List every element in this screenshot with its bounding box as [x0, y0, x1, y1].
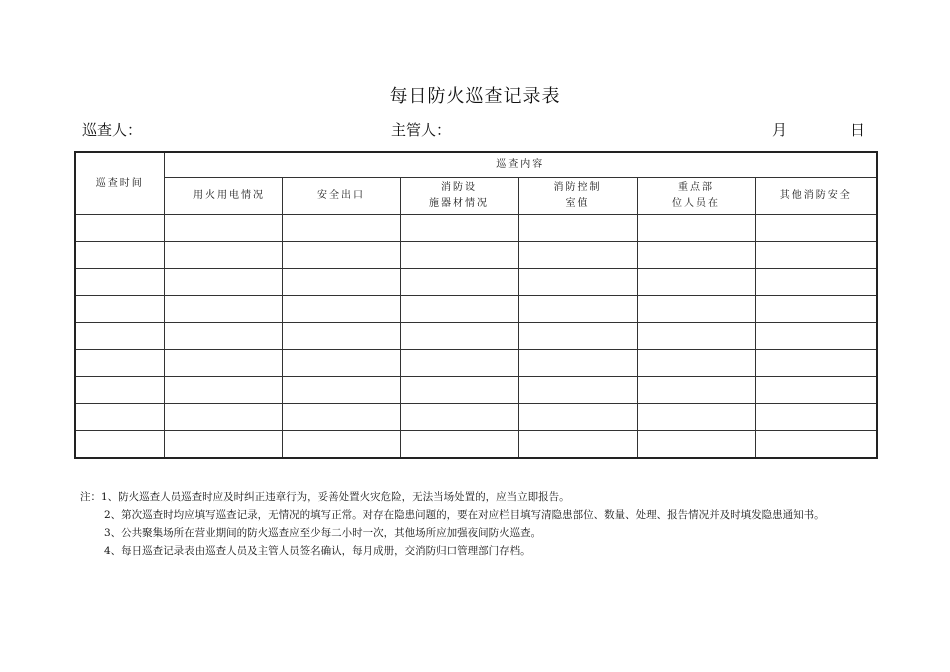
- table-cell[interactable]: [755, 404, 877, 431]
- table-cell[interactable]: [282, 215, 400, 242]
- table-cell[interactable]: [164, 296, 282, 323]
- table-cell[interactable]: [75, 269, 164, 296]
- note-item: 注：1、防火巡查人员巡查时应及时纠正违章行为，妥善处置火灾危险，无法当场处置的，应当立即报告。: [80, 491, 570, 503]
- table-cell[interactable]: [518, 296, 637, 323]
- table-cell[interactable]: [282, 404, 400, 431]
- table-cell[interactable]: [75, 404, 164, 431]
- table-cell[interactable]: [282, 242, 400, 269]
- table-cell[interactable]: [164, 269, 282, 296]
- table-cell[interactable]: [164, 404, 282, 431]
- table-cell[interactable]: [282, 296, 400, 323]
- sub-header-key-area: 重点部 位人员在: [637, 178, 755, 215]
- table-row: [75, 269, 877, 296]
- table-cell[interactable]: [637, 323, 755, 350]
- table-cell[interactable]: [75, 242, 164, 269]
- table-cell[interactable]: [400, 404, 518, 431]
- sub-header-fire-equipment: 消防设 施器材情况: [400, 178, 518, 215]
- table-cell[interactable]: [637, 269, 755, 296]
- table-cell[interactable]: [518, 377, 637, 404]
- note-item: 4、每日巡查记录表由巡查人员及主管人员签名确认，每月成册，交消防归口管理部门存档。: [104, 545, 531, 557]
- sub-header-other-safety: 其他消防安全: [755, 178, 877, 215]
- table-row: [75, 350, 877, 377]
- table-cell[interactable]: [75, 296, 164, 323]
- table-cell[interactable]: [637, 242, 755, 269]
- table-cell[interactable]: [164, 377, 282, 404]
- table-cell[interactable]: [164, 431, 282, 459]
- table-row: [75, 242, 877, 269]
- table-cell[interactable]: [282, 377, 400, 404]
- table-cell[interactable]: [637, 350, 755, 377]
- inspector-label: 巡查人：: [82, 121, 143, 139]
- table-cell[interactable]: [400, 215, 518, 242]
- table-row: [75, 404, 877, 431]
- table-cell[interactable]: [75, 431, 164, 459]
- note-item: 3、公共聚集场所在营业期间的防火巡查应至少每二小时一次，其他场所应加强夜间防火巡查。: [104, 527, 542, 539]
- table-cell[interactable]: [755, 377, 877, 404]
- notes-section: [80, 488, 880, 560]
- table-cell[interactable]: [400, 242, 518, 269]
- table-cell[interactable]: [518, 215, 637, 242]
- table-cell[interactable]: [282, 323, 400, 350]
- table-cell[interactable]: [755, 269, 877, 296]
- supervisor-label: 主管人：: [391, 121, 452, 139]
- table-cell[interactable]: [518, 269, 637, 296]
- table-cell[interactable]: [637, 404, 755, 431]
- day-label: 日: [850, 121, 866, 139]
- table-cell[interactable]: [637, 215, 755, 242]
- table-cell[interactable]: [518, 431, 637, 459]
- table-cell[interactable]: [755, 323, 877, 350]
- table-cell[interactable]: [75, 215, 164, 242]
- table-row: [75, 377, 877, 404]
- table-cell[interactable]: [75, 323, 164, 350]
- table-cell[interactable]: [518, 350, 637, 377]
- table-cell[interactable]: [755, 242, 877, 269]
- note-item: 2、第次巡查时均应填写巡查记录，无情况的填写正常。对存在隐患问题的，要在对应栏目填写清隐患部位、数量、处理、报告情况并及时填发隐患通知书。: [104, 509, 825, 521]
- sub-header-control-room: 消防控制 室值: [518, 178, 637, 215]
- table-cell[interactable]: [755, 296, 877, 323]
- table-cell[interactable]: [400, 350, 518, 377]
- sub-header-fire-electric: 用火用电情况: [164, 178, 282, 215]
- table-cell[interactable]: [164, 242, 282, 269]
- table-row: [75, 296, 877, 323]
- table-row: [75, 323, 877, 350]
- table-cell[interactable]: [282, 269, 400, 296]
- inspection-content-header: 巡查内容: [164, 152, 877, 178]
- table-cell[interactable]: [400, 296, 518, 323]
- sub-header-safety-exit: 安全出口: [282, 178, 400, 215]
- table-cell[interactable]: [400, 377, 518, 404]
- table-cell[interactable]: [400, 269, 518, 296]
- table-cell[interactable]: [164, 350, 282, 377]
- table-cell[interactable]: [164, 323, 282, 350]
- table-cell[interactable]: [282, 431, 400, 459]
- table-cell[interactable]: [518, 404, 637, 431]
- table-cell[interactable]: [400, 431, 518, 459]
- table-cell[interactable]: [282, 350, 400, 377]
- table-cell[interactable]: [637, 296, 755, 323]
- table-cell[interactable]: [75, 350, 164, 377]
- table-cell[interactable]: [518, 323, 637, 350]
- table-cell[interactable]: [637, 377, 755, 404]
- table-row: [75, 215, 877, 242]
- month-label: 月: [772, 121, 788, 139]
- table-cell[interactable]: [637, 431, 755, 459]
- table-cell[interactable]: [755, 431, 877, 459]
- table-row: [75, 431, 877, 459]
- page-title: 每日防火巡查记录表: [389, 86, 561, 107]
- table-cell[interactable]: [755, 350, 877, 377]
- table-cell[interactable]: [164, 215, 282, 242]
- table-cell[interactable]: [400, 323, 518, 350]
- inspection-time-header: 巡查时间: [75, 152, 164, 215]
- table-cell[interactable]: [518, 242, 637, 269]
- table-cell[interactable]: [755, 215, 877, 242]
- table-cell[interactable]: [75, 377, 164, 404]
- inspection-record-table: [74, 151, 878, 459]
